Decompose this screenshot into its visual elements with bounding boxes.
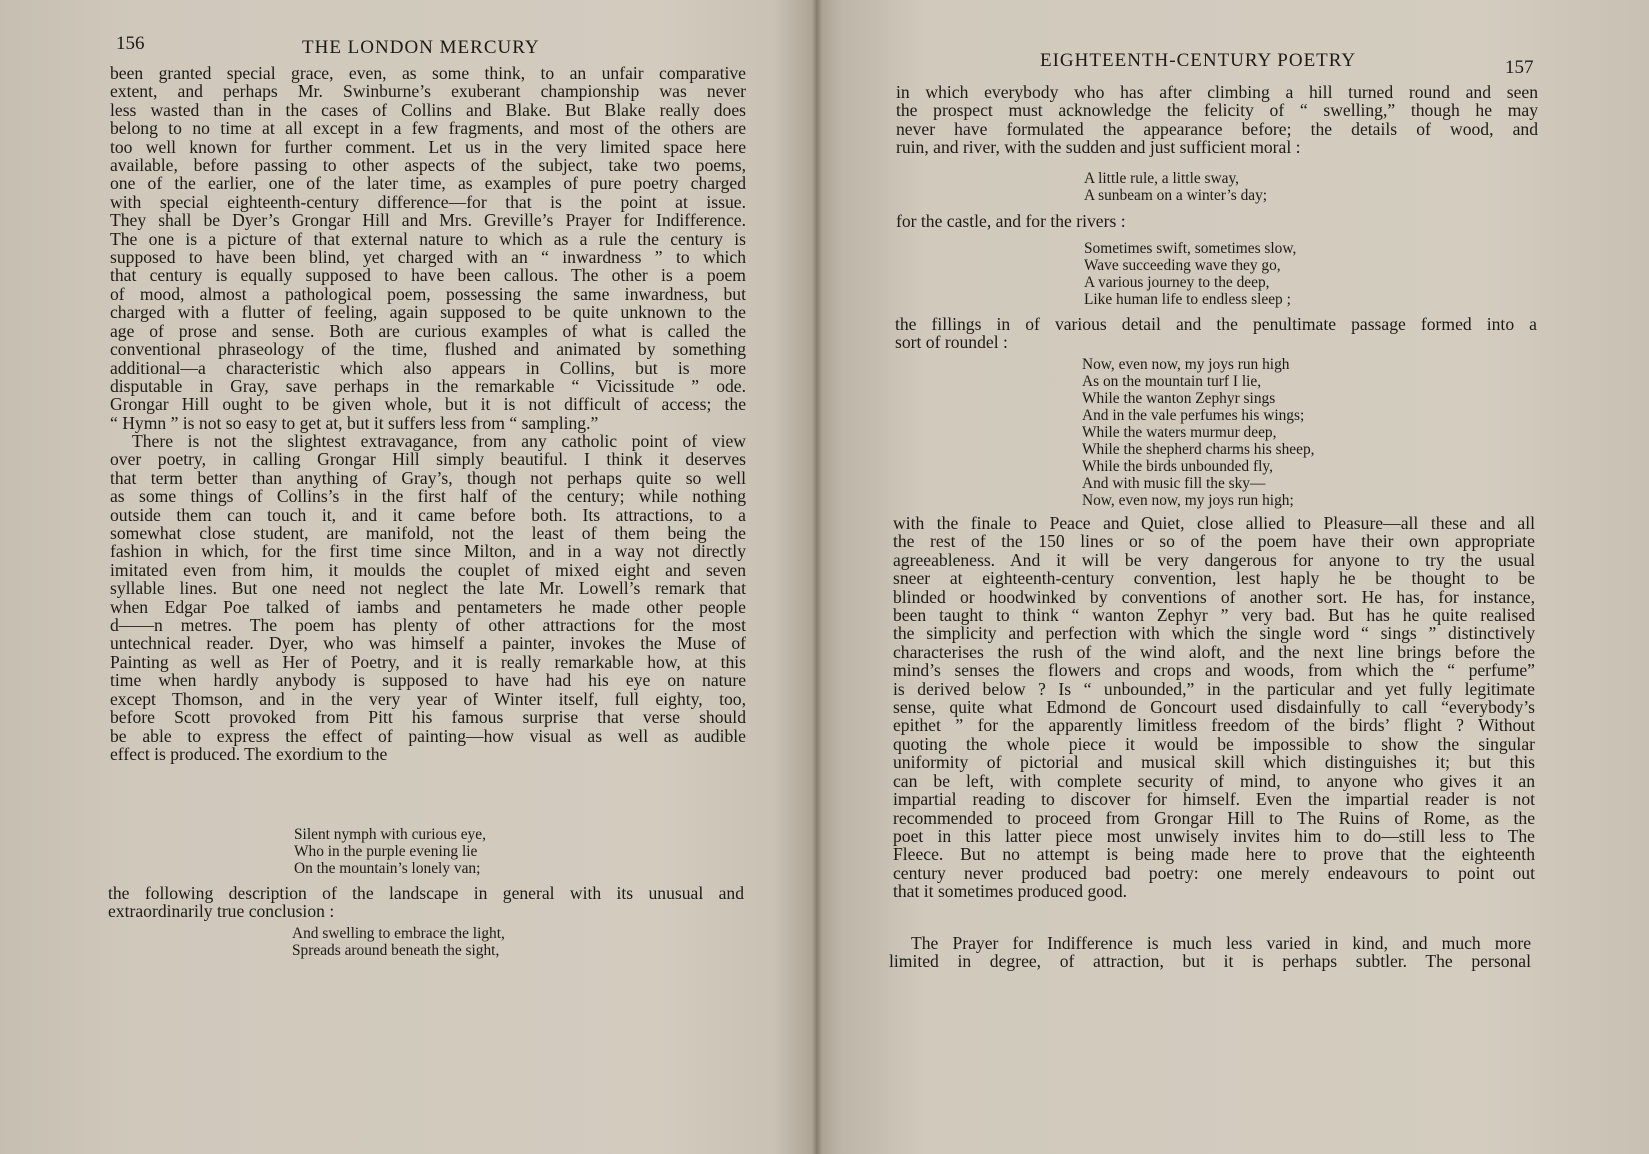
- verse-line: Like human life to endless sleep ;: [1084, 291, 1291, 308]
- text-line: with the finale to Peace and Quiet, close allied to Pleasure—all these and all: [893, 513, 1535, 533]
- text-line: age of prose and sense. Both are curious examples of what is called the: [110, 320, 746, 341]
- right-verse-2: [1084, 240, 1296, 308]
- text-line: with special eighteenth-century difference—for that is the point at issue.: [110, 191, 746, 212]
- text-line: disputable in Gray, save perhaps in the remarkable “ Vicissitude ” ode.: [110, 375, 746, 396]
- left-verse-2: [292, 925, 505, 959]
- verse-line: While the wanton Zephyr sings: [1082, 390, 1276, 407]
- right-body-paragraph-5: [889, 934, 1531, 971]
- right-body-paragraph-3: [895, 315, 1537, 352]
- text-line: too well known for further comment. Let us in the very limited space here: [110, 136, 746, 157]
- text-line: when Edgar Poe talked of iambs and pentameters he made other people: [110, 596, 746, 617]
- text-line: been granted special grace, even, as some think, to an unfair comparative: [110, 63, 746, 83]
- text-line: recommended to proceed from Grongar Hill to The Ruins of Rome, as the: [893, 807, 1535, 828]
- text-line: that it sometimes produced good.: [893, 881, 1128, 902]
- page-number-left: 156: [116, 33, 145, 54]
- text-line: except Thomson, and in the very year of Winter itself, full eighty, too,: [110, 688, 746, 709]
- verse-line: Wave succeeding wave they go,: [1084, 257, 1281, 274]
- text-line: effect is produced. The exordium to the: [110, 743, 388, 764]
- text-line: the fillings in of various detail and the penultimate passage formed into a: [895, 314, 1537, 334]
- verse-line: And in the vale perfumes his wings;: [1082, 407, 1305, 424]
- text-line: Painting as well as Her of Poetry, and it is really remarkable how, at this: [110, 651, 746, 672]
- verse-line: A little rule, a little sway,: [1084, 170, 1240, 187]
- text-line: before Scott provoked from Pitt his famous surprise that verse should: [110, 707, 746, 728]
- text-line: extent, and perhaps Mr. Swinburne’s exuberant championship was never: [110, 81, 746, 102]
- text-line: time when hardly anybody is supposed to have had his eye on nature: [110, 670, 746, 691]
- text-line: belong to no time at all except in a few fragments, and most of the others are: [110, 118, 746, 139]
- text-line: can be left, with complete security of mind, to anyone who gives it an: [893, 770, 1535, 791]
- text-line: sneer at eighteenth-century convention, lest haply he be thought to be: [893, 568, 1535, 589]
- verse-line: Silent nymph with curious eye,: [294, 826, 486, 843]
- page-number-right: 157: [1505, 57, 1534, 78]
- verse-line: On the mountain’s lonely van;: [294, 860, 481, 877]
- text-line: epithet ” for the apparently limitless freedom of the birds’ flight ? Without: [893, 715, 1535, 736]
- text-line: additional—a characteristic which also appears in Collins, but is more: [110, 357, 746, 378]
- text-line: never have formulated the appearance before; the details of wood, and: [896, 118, 1538, 139]
- text-line: characterises the rush of the wind aloft, and the next line brings before the: [893, 641, 1535, 662]
- verse-line: Spreads around beneath the sight,: [292, 942, 500, 959]
- text-line: The one is a picture of that external nature to which as a rule the century is: [110, 228, 746, 249]
- text-line: is derived below ? Is “ unbounded,” in the particular and yet fully legitimate: [893, 678, 1535, 699]
- text-line: poet in this latter piece most unwisely invites him to do—still less to The: [893, 825, 1535, 846]
- text-line: available, before passing to other aspects of the subject, take two poems,: [110, 155, 746, 176]
- text-line: They shall be Dyer’s Grongar Hill and Mrs. Greville’s Prayer for Indifference.: [110, 210, 746, 231]
- text-line: one of the earlier, one of the later time, as examples of pure poetry charged: [110, 173, 746, 194]
- right-verse-3: [1082, 356, 1315, 509]
- verse-line: While the birds unbounded fly,: [1082, 458, 1273, 475]
- verse-line: Sometimes swift, sometimes slow,: [1084, 240, 1297, 257]
- text-line: impartial reading to discover for himself. Even the impartial reader is not: [893, 789, 1535, 810]
- text-line: sense, quite what Edmond de Goncourt used disdainfully to call “everybody’s: [893, 697, 1535, 718]
- text-line: the simplicity and perfection with which the single word “ sings ” distinctively: [893, 623, 1535, 644]
- verse-line: Who in the purple evening lie: [294, 843, 478, 860]
- verse-line: And swelling to embrace the light,: [292, 925, 505, 942]
- verse-line: Now, even now, my joys run high;: [1082, 492, 1294, 509]
- text-line: “ Hymn ” is not so easy to get at, but it suffers less from “ sampling.”: [110, 412, 599, 433]
- verse-line: And with music fill the sky—: [1082, 475, 1266, 492]
- right-body-paragraph-2: [896, 212, 1538, 230]
- book-gutter: [812, 0, 822, 1154]
- text-line: uniformity of pictorial and musical skill which distinguishes it; but this: [893, 752, 1535, 773]
- left-page: [0, 0, 812, 1154]
- text-line: been taught to think “ wanton Zephyr ” very bad. But has he quite realised: [893, 605, 1535, 626]
- text-line: There is not the slightest extravagance, from any catholic point of view: [132, 431, 746, 451]
- text-line: limited in degree, of attraction, but it is perhaps subtler. The personal: [889, 951, 1531, 972]
- text-line: agreeableness. And it will be very dangerous for anyone to try the usual: [893, 549, 1535, 570]
- running-head-left: THE LONDON MERCURY: [302, 37, 540, 58]
- text-line: charged with a flutter of feeling, again supposed to be quite unknown to the: [110, 302, 746, 323]
- text-line: Fleece. But no attempt is being made here to prove that the eighteenth: [893, 844, 1535, 865]
- text-line: of mood, almost a pathological poem, possessing the same inwardness, but: [110, 283, 746, 304]
- verse-line: While the waters murmur deep,: [1082, 424, 1277, 441]
- text-line: outside them can touch it, and it came before both. Its attractions, to a: [110, 504, 746, 525]
- text-line: ruin, and river, with the sudden and just sufficient moral :: [896, 137, 1301, 158]
- text-line: the following description of the landscape in general with its unusual and: [108, 883, 744, 903]
- right-body-paragraph-4: [893, 514, 1535, 901]
- running-head-right: EIGHTEENTH-CENTURY POETRY: [1040, 50, 1357, 71]
- left-verse-1: [294, 826, 486, 877]
- text-line: The Prayer for Indifference is much less varied in kind, and much more: [911, 933, 1531, 953]
- text-line: as some things of Collins’s in the first half of the century; while nothing: [110, 486, 746, 507]
- text-line: that term better than anything of Gray’s, though not perhaps quite so well: [110, 467, 746, 488]
- text-line: d——n metres. The poem has plenty of other attractions for the most: [110, 615, 746, 636]
- verse-line: A various journey to the deep,: [1084, 274, 1270, 291]
- left-body-paragraph-2: [110, 432, 746, 763]
- verse-line: Now, even now, my joys run high: [1082, 356, 1290, 373]
- text-line: imitated even from him, it moulds the couplet of mixed eight and seven: [110, 559, 746, 580]
- text-line: extraordinarily true conclusion :: [108, 901, 335, 922]
- text-line: be able to express the effect of painting—how visual as well as audible: [110, 725, 746, 746]
- verse-line: As on the mountain turf I lie,: [1082, 373, 1262, 390]
- text-line: for the castle, and for the rivers :: [896, 211, 1126, 231]
- text-line: less wasted than in the cases of Collins and Blake. But Blake really does: [110, 99, 746, 120]
- text-line: mind’s senses the flowers and crops and woods, from which the “ perfume”: [893, 660, 1535, 681]
- text-line: fashion in which, for the first time since Milton, and in a way not directly: [110, 541, 746, 562]
- text-line: untechnical reader. Dyer, who was himself a painter, invokes the Muse of: [110, 633, 746, 654]
- text-line: quoting the whole piece it would be impossible to show the singular: [893, 733, 1535, 754]
- verse-line: A sunbeam on a winter’s day;: [1084, 187, 1268, 204]
- verse-line: While the shepherd charms his sheep,: [1082, 441, 1315, 458]
- right-page: [822, 0, 1649, 1154]
- text-line: sort of roundel :: [895, 332, 1008, 353]
- text-line: conventional phraseology of the time, flushed and animated by something: [110, 339, 746, 360]
- text-line: the rest of the 150 lines or so of the poem have their own appropriate: [893, 531, 1535, 552]
- left-body-paragraph-3: [108, 884, 744, 921]
- text-line: blinded or hoodwinked by conventions of another sort. He has, for instance,: [893, 586, 1535, 607]
- text-line: the prospect must acknowledge the felicity of “ swelling,” though he may: [896, 100, 1538, 121]
- right-body-paragraph-1: [896, 83, 1538, 157]
- text-line: over poetry, in calling Grongar Hill simply beautiful. I think it deserves: [110, 449, 746, 470]
- text-line: century never produced bad poetry: one merely endeavours to point out: [893, 862, 1535, 883]
- text-line: that century is equally supposed to have been callous. The other is a poem: [110, 265, 746, 286]
- right-verse-1: [1084, 170, 1267, 204]
- text-line: somewhat close student, are manifold, not the least of them being the: [110, 523, 746, 544]
- text-line: syllable lines. But one need not neglect the late Mr. Lowell’s remark that: [110, 578, 746, 599]
- text-line: in which everybody who has after climbing a hill turned round and seen: [896, 82, 1538, 102]
- text-line: supposed to have been blind, yet charged with an “ inwardness ” to which: [110, 247, 746, 268]
- left-body-paragraph-1: [110, 64, 746, 432]
- text-line: Grongar Hill ought to be given whole, but it is not difficult of access; the: [110, 394, 746, 415]
